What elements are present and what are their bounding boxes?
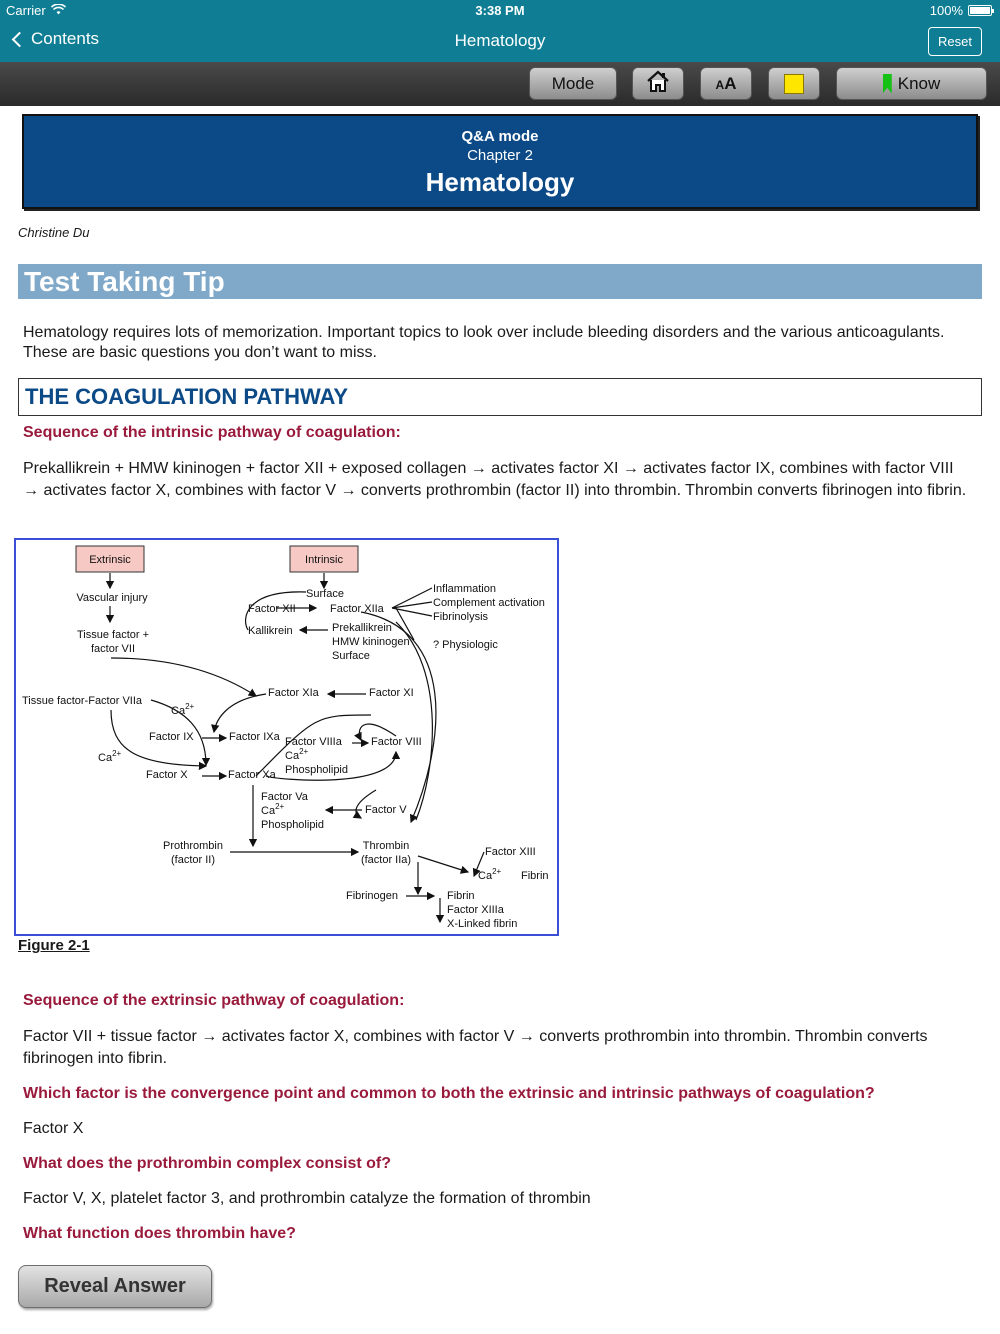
factor-xi-label: Factor XI (369, 687, 414, 699)
ca-label-2: $Ca^{2+}$ (285, 747, 309, 762)
factor-xia-label: Factor XIa (268, 687, 319, 699)
hmw-kininogen-label: HMW kininogen (332, 636, 410, 648)
author-name: Christine Du (18, 225, 90, 240)
fibrin-label-1: Fibrin (521, 870, 549, 882)
complement-label: Complement activation (433, 597, 545, 609)
notes-button[interactable] (768, 67, 820, 100)
status-bar (0, 0, 1000, 22)
ca-label-1: $Ca^{2+}$ (171, 702, 195, 717)
back-label: Contents (31, 29, 100, 48)
factor-v-label: Factor V (365, 804, 407, 816)
chapter-banner (22, 114, 978, 209)
chapter-label: Chapter 2 (467, 147, 533, 164)
factor-va-label: Factor Va (261, 791, 308, 803)
phospholipid-label-2: Phospholipid (261, 819, 324, 831)
carrier-label: Carrier (6, 3, 46, 18)
page-title: Hematology (454, 31, 546, 50)
tissue-factor-label: Tissue factor + (76, 629, 150, 641)
factor-xiiia-label: Factor XIIIa (447, 904, 504, 916)
figure-caption-link[interactable]: Figure 2-1 (18, 937, 90, 954)
question-2: Sequence of the extrinsic pathway of coagulation: (23, 992, 405, 1009)
question-4: What does the prothrombin complex consist of? (23, 1155, 392, 1172)
answer-4: Factor V, X, platelet factor 3, and prothrombin catalyze the formation of thrombin (23, 1190, 591, 1207)
home-button[interactable] (632, 67, 684, 100)
answer-3: Factor X (23, 1120, 84, 1137)
factor-xiii-label: Factor XIII (485, 846, 536, 858)
fibrin-label-2: Fibrin (447, 890, 475, 902)
reset-button[interactable]: Reset (928, 27, 982, 56)
surface-2-label: Surface (332, 650, 370, 662)
coagulation-diagram (16, 540, 557, 934)
fibrinogen-label: Fibrinogen (346, 890, 398, 902)
intrinsic-label: Intrinsic (305, 554, 343, 566)
xlinked-fibrin-label: X-Linked fibrin (447, 918, 518, 930)
note-icon (784, 74, 804, 94)
coagulation-figure (14, 538, 559, 936)
factor-ii-label: (factor II) (170, 854, 216, 866)
tf-viia-label: Tissue factor-Factor VIIa (22, 695, 143, 707)
section-heading: THE COAGULATION PATHWAY (18, 378, 982, 416)
fibrinolysis-label: Fibrinolysis (433, 611, 489, 623)
extrinsic-label: Extrinsic (89, 554, 131, 566)
ca-label-5: $Ca^{2+}$ (478, 867, 502, 882)
factor-vii-label: factor VII (90, 643, 136, 655)
factor-ixa-label: Factor IXa (229, 731, 280, 743)
status-time: 3:38 PM (475, 3, 525, 18)
ca-label-3: $Ca^{2+}$ (98, 749, 122, 764)
factor-xa-label: Factor Xa (228, 769, 276, 781)
bookmark-icon (883, 74, 892, 94)
factor-iia-label: (factor IIa) (360, 854, 412, 866)
factor-viii-label: Factor VIII (371, 736, 422, 748)
factor-ix-label: Factor IX (149, 731, 194, 743)
factor-xii-label: Factor XII (248, 603, 296, 615)
physiologic-label: ? Physiologic (433, 639, 498, 651)
thrombin-label: Thrombin (362, 840, 410, 852)
chapter-title: Hematology (425, 167, 575, 197)
factor-x-label: Factor X (146, 769, 188, 781)
phospholipid-label-1: Phospholipid (285, 764, 348, 776)
toolbar (0, 62, 1000, 106)
battery-icon (968, 5, 992, 16)
surface-label: Surface (306, 588, 344, 600)
mode-label: Q&A mode (461, 128, 539, 145)
font-size-icon: AA (715, 73, 737, 93)
question-1: Sequence of the intrinsic pathway of coagulation: (23, 424, 401, 441)
prekallikrein-label: Prekallikrein (332, 622, 392, 634)
know-button[interactable] (836, 67, 987, 100)
factor-viiia-label: Factor VIIIa (285, 736, 342, 748)
navigation-bar (0, 22, 1000, 62)
answer-2: Factor VII + tissue factor → activates factor X, combines with factor V → converts prothrombin into thrombin. Thrombin converts fibrinogen into fibrin. (23, 1028, 928, 1067)
factor-xiia-label: Factor XIIa (330, 603, 384, 615)
prothrombin-label: Prothrombin (163, 840, 223, 852)
ca-label-4: $Ca^{2+}$ (261, 802, 285, 817)
answer-1: Prekallikrein + HMW kininogen + factor XII + exposed collagen → activates factor XI → activates factor IX, combines with factor VIII → activates factor X, combines with factor V → converts prothrombin (factor II) into thrombin. Thrombin converts fibrinogen into fibrin. (23, 460, 967, 499)
tip-text: Hematology requires lots of memorization. Important topics to look over include bleeding disorders and the various anticoagulants. These are basic questions you don’t want to miss. (23, 324, 945, 361)
reveal-answer-button[interactable]: Reveal Answer (18, 1265, 212, 1308)
know-label: Know (897, 73, 941, 93)
inflammation-label: Inflammation (433, 583, 496, 595)
vascular-injury-label: Vascular injury (76, 592, 148, 604)
tip-heading: Test Taking Tip (18, 264, 982, 299)
battery-percent: 100% (929, 3, 963, 18)
question-5: What function does thrombin have? (23, 1225, 296, 1242)
kallikrein-label: Kallikrein (248, 625, 293, 637)
question-3: Which factor is the convergence point and common to both the extrinsic and intrinsic pathways of coagulation? (23, 1085, 875, 1102)
font-size-button[interactable] (700, 67, 752, 100)
home-icon (646, 70, 670, 97)
mode-button[interactable]: Mode (529, 67, 617, 100)
